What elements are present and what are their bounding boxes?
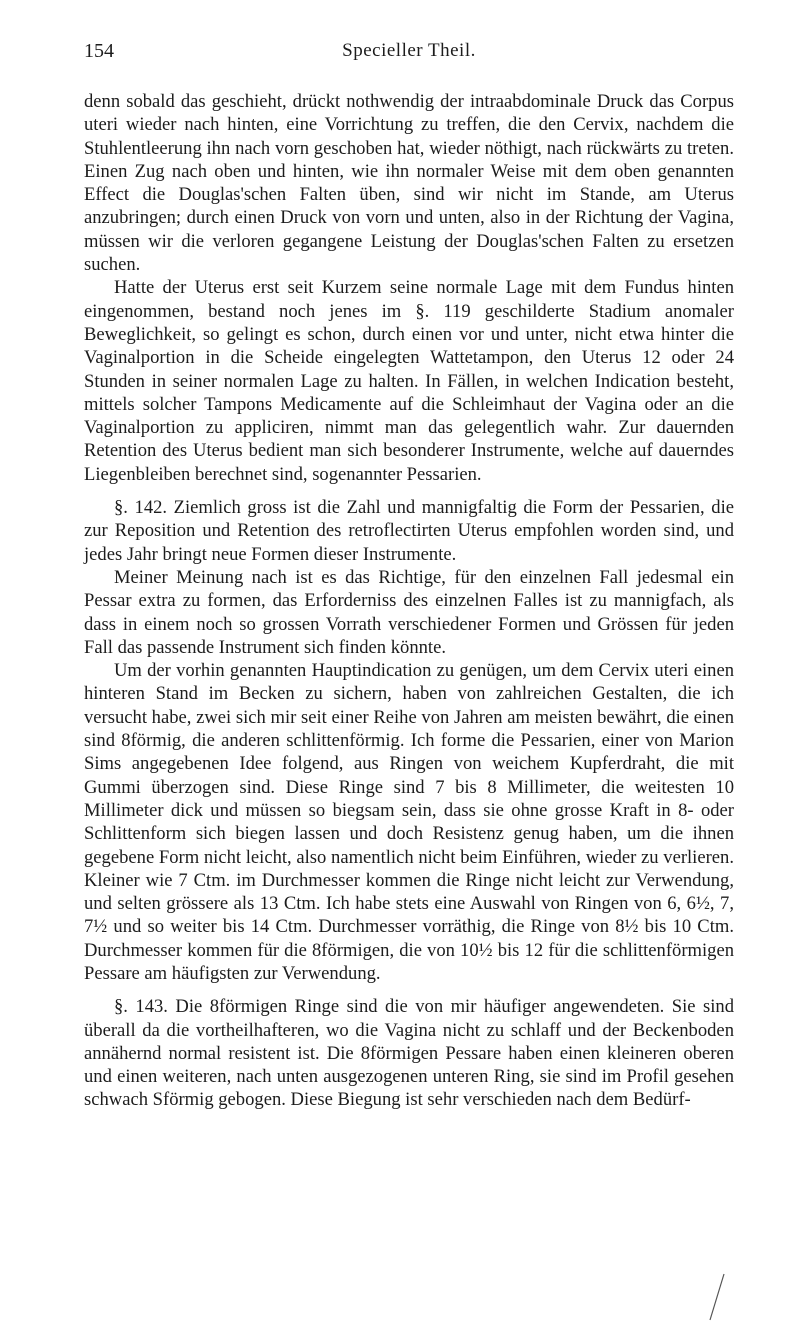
section-142-paragraph: §. 142. Ziemlich gross ist die Zahl und mannigfaltig die Form der Pessarien, die zur Reposition und Retention des retroflectirten Uterus empfohlen worden sind, und jedes Jahr bringt neue Formen dieser Instrumente. (84, 497, 734, 565)
page-number: 154 (84, 40, 114, 62)
page-header (84, 40, 734, 70)
paragraph: Hatte der Uterus erst seit Kurzem seine normale Lage mit dem Fundus hinten eingenommen, bestand noch jenes im §. 119 geschilderte Stadium anomaler Beweglichkeit, so gelingt es schon, durch einen vor und unter, nicht etwa hinter die Vaginalportion in die Scheide eingelegten Wattetampon, den Uterus 12 oder 24 Stunden in seiner normalen Lage zu halten. In Fällen, in welchen Indication besteht, mittels solcher Tampons Medicamente auf die Schleimhaut der Vagina oder an die Vaginalportion zu appliciren, nimmt man das gelegentlich wahr. Zur dauernden Retention des Uterus bedient man sich besonderer Instrumente, welche auf dauerndes Liegenbleiben berechnet sind, sogenannter Pessarien. (84, 277, 734, 485)
paragraph: Um der vorhin genannten Hauptindication zu genügen, um dem Cervix uteri einen hinteren Stand im Becken zu sichern, haben von zahlreichen Gestalten, die ich versucht habe, zwei sich mir seit einer Reihe von Jahren am meisten bewährt, die einen sind 8förmig, die anderen schlittenförmig. Ich forme die Pessarien, einer von Marion Sims angegebenen Idee folgend, aus Ringen von weichem Kupferdraht, die mit Gummi überzogen sind. Diese Ringe sind 7 bis 8 Millimeter, die weitesten 10 Millimeter dick und müssen so biegsam sein, dass sie ohne grosse Kraft in 8- oder Schlittenform sich biegen lassen und doch Resistenz genug haben, um die ihnen gegebene Form nicht leicht, also namentlich nicht beim Einführen, wieder zu verlieren. Kleiner wie 7 Ctm. im Durchmesser kommen die Ringe nicht leicht zur Verwendung, und selten grössere als 13 Ctm. Ich habe stets eine Auswahl von Ringen von 6, 6½, 7, 7½ und so weiter bis 14 Ctm. Durchmesser vorräthig, die Ringe von 8½ bis 10 Ctm. Durchmesser kommen für die 8förmigen, die von 10½ bis 12 für die schlittenförmigen Pessare am häufigsten zur Verwendung. (84, 660, 734, 984)
pencil-mark (706, 1272, 726, 1322)
body-text (84, 90, 734, 1112)
section-143-paragraph: §. 143. Die 8förmigen Ringe sind die von mir häufiger angewendeten. Sie sind überall da die vortheilhafteren, wo die Vagina nicht zu schlaff und der Beckenboden annähernd normal resistent ist. Die 8förmigen Pessare haben einen kleineren oberen und einen weiteren, nach unten ausgezogenen unteren Ring, sie sind im Profil gesehen schwach Sförmig gebogen. Diese Biegung ist sehr verschieden nach dem Bedürf- (84, 996, 734, 1111)
paragraph-continuation: denn sobald das geschieht, drückt nothwendig der intraabdominale Druck das Corpus uteri wieder nach hinten, eine Vorrichtung zu treffen, die den Cervix, nachdem die Stuhlentleerung ihn nach vorn geschoben hat, wieder nöthigt, nach rückwärts zu treten. Einen Zug nach oben und hinten, wie ihn normaler Weise mit dem oben genannten Effect die Douglas'schen Falten üben, sind wir nicht im Stande, am Uterus anzubringen; durch einen Druck von vorn und unten, also in der Richtung der Vagina, müssen wir die verloren gegangene Leistung der Douglas'schen Falten zu ersetzen suchen. (84, 91, 734, 276)
running-title: Specieller Theil. (342, 40, 476, 61)
paragraph: Meiner Meinung nach ist es das Richtige, für den einzelnen Fall jedesmal ein Pessar extra zu formen, das Erforderniss des einzelnen Falles ist zu mannigfach, als dass in einem noch so grossen Vorrath verschiedener Formen und Grössen für jeden Fall das passende Instrument sich finden könnte. (84, 566, 734, 658)
